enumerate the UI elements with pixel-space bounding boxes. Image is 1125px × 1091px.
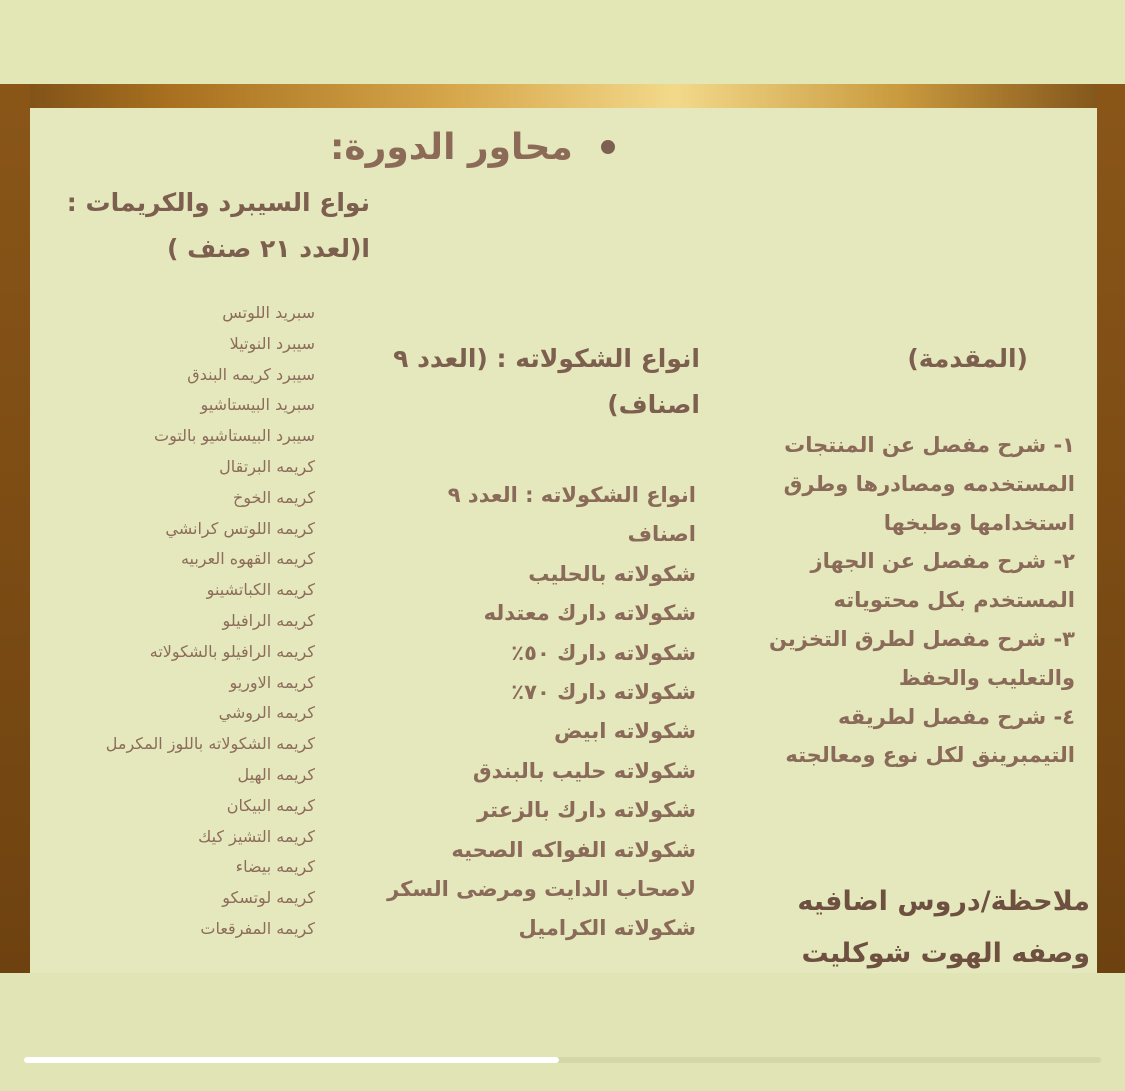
- list-item: كريمه الرافيلو: [222, 610, 315, 630]
- list-item: كريمه الروشي: [218, 703, 315, 723]
- list-item: ٤- شرح مفصل لطريقه: [837, 704, 1075, 729]
- list-item: شكولاته حليب بالبندق: [472, 758, 696, 783]
- list-item: كريمه البرتقال: [219, 456, 315, 476]
- list-item: كريمه اللوتس كرانشي: [165, 518, 315, 538]
- spreads-list: [50, 298, 315, 945]
- list-item: سيبرد كريمه البندق: [187, 364, 315, 384]
- spreads-heading: [50, 180, 370, 272]
- list-item: شكولاته الفواكه الصحيه: [451, 837, 696, 862]
- chocolate-heading-line-2: اصناف): [607, 390, 700, 419]
- page-title-text: محاور الدورة:: [330, 126, 573, 168]
- list-item: كريمه الرافيلو بالشكولاته: [149, 641, 315, 661]
- list-item: التيمبرينق لكل نوع ومعالجته: [785, 743, 1075, 768]
- list-item: شكولاته دارك معتدله: [483, 601, 696, 626]
- note-block: [750, 876, 1090, 973]
- list-item: والتعليب والحفظ: [898, 665, 1075, 690]
- list-item: كريمه الاوريو: [229, 672, 315, 692]
- note-line-1: ملاحظة/دروس اضافيه: [797, 886, 1090, 917]
- list-item: سبريد اللوتس: [222, 303, 315, 322]
- bottom-area: [0, 973, 1125, 1091]
- list-item: شكولاته ابيض: [554, 719, 696, 744]
- chocolate-heading-line-1: انواع الشكولاته : (العدد ٩: [393, 344, 700, 373]
- intro-list: [750, 426, 1075, 775]
- list-item: كريمه الهيل: [237, 764, 315, 784]
- bullet-icon: [601, 140, 615, 154]
- list-item: شكولاته دارك ٧٠٪: [511, 680, 696, 705]
- list-item: كريمه بيضاء: [235, 857, 315, 877]
- list-item: كريمه الكباتشينو: [206, 580, 315, 600]
- page-title: [330, 122, 790, 172]
- list-item: ٢- شرح مفصل عن الجهاز: [810, 549, 1075, 574]
- list-item: ١- شرح مفصل عن المنتجات: [784, 433, 1075, 457]
- list-item: كريمه لوتسكو: [222, 888, 315, 908]
- scrollbar-thumb[interactable]: [24, 1057, 559, 1063]
- frame-right-border: [1097, 84, 1125, 973]
- list-item: ٣- شرح مفصل لطرق التخزين: [768, 626, 1075, 651]
- list-item: المستخدمه ومصادرها وطرق: [783, 471, 1075, 496]
- list-item: شكولاته الكراميل: [518, 916, 696, 941]
- list-item: انواع الشكولاته : العدد ٩: [447, 483, 696, 507]
- frame-left-border: [0, 84, 30, 973]
- note-line-2: وصفه الهوت شوكليت: [801, 938, 1090, 969]
- list-item: سيبرد البيستاشيو بالتوت: [154, 426, 315, 446]
- list-item: سبريد البيستاشيو: [200, 395, 315, 415]
- list-item: كريمه الخوخ: [232, 487, 315, 507]
- list-item: شكولاته دارك بالزعتر: [477, 798, 696, 823]
- list-item: كريمه القهوه العربيه: [180, 549, 315, 569]
- list-item: سيبرد النوتيلا: [229, 333, 315, 353]
- list-item: المستخدم بكل محتوياته: [833, 588, 1075, 613]
- spreads-heading-line-2: ا(لعدد ٢١ صنف ): [167, 234, 370, 263]
- list-item: اصناف: [627, 522, 696, 547]
- list-item: كريمه المفرقعات: [200, 918, 315, 938]
- list-item: لاصحاب الدايت ومرضى السكر: [387, 877, 696, 902]
- list-item: استخدامها وطبخها: [883, 510, 1075, 535]
- list-item: كريمه البيكان: [226, 795, 315, 815]
- list-item: كريمه الشكولاته باللوز المكرمل: [105, 734, 315, 754]
- spreads-heading-line-1: نواع السيبرد والكريمات :: [66, 188, 370, 217]
- intro-heading: (المقدمة): [907, 344, 1028, 373]
- list-item: شكولاته دارك ٥٠٪: [511, 640, 696, 665]
- list-item: شكولاته بالحليب: [528, 561, 696, 586]
- course-panel: [30, 108, 1097, 973]
- chocolate-heading: [370, 336, 700, 428]
- chocolate-list: [360, 476, 696, 949]
- list-item: كريمه التشيز كيك: [198, 826, 315, 846]
